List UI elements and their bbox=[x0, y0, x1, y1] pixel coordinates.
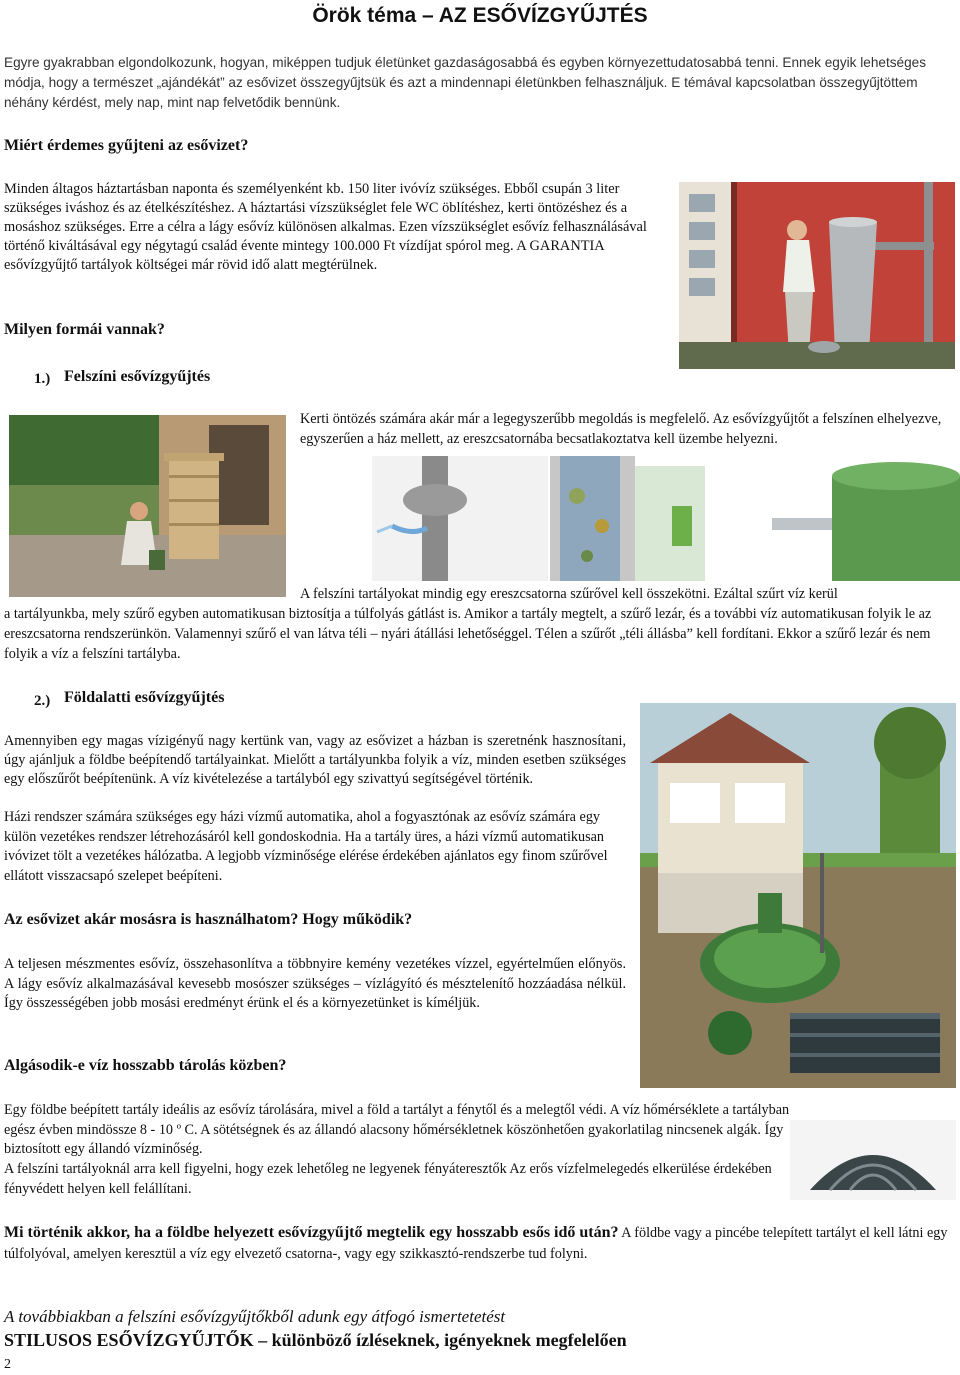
section-2-title: Földalatti esővízgyűjtés bbox=[64, 689, 225, 706]
section-1-title: Felszíni esővízgyűjtés bbox=[64, 368, 211, 385]
section-2-number: 2.) bbox=[34, 693, 51, 709]
overflow-paragraph bbox=[4, 1222, 954, 1265]
heading-washing: Az esővizet akár mosásra is használhatom? Hogy működik? bbox=[4, 911, 413, 928]
page-number: 2 bbox=[4, 1357, 11, 1372]
footer-bold-line: STILUSOS ESŐVÍZGYŰJTŐK – különböző ízléseknek, igényeknek megfelelően bbox=[4, 1330, 627, 1350]
heading-overflow: Mi történik akkor, ha a földbe helyezett esővízgyűjtő megtelik egy hosszabb esős idő után? bbox=[4, 1224, 619, 1241]
intro-paragraph: Egyre gyakrabban elgondolkozunk, hogyan, miképpen tudjuk életünket gazdaságosabbá és egyben környezettudatosabbá tenni. Ennek egyik lehetséges módja, hogy a természet „ajándékát” az esővizet összegyűjtsük és azt a mindennapi életünkben felhasználjuk. E témával kapcsolatban összegyűjtöttem néhány kérdést, mely nap, mint nap felvetődik bennünk. bbox=[4, 55, 926, 110]
underground-tank-illustration bbox=[640, 703, 956, 1088]
section-2-text-2: Házi rendszer számára szükséges egy házi vízmű automatika, ahol a fogyasztónak az esővíz számára egy külön vezetékes rendszer létrehozásáról kell gondoskodnia. Ha a tartály üres, a házi vízmű automatikusan ivóvizet tölt a vezetékes hálózatba. A legjobb vízminősége elérése érdekében ajánlatos egy finom szűrővel ellátott visszacsapó szelepet beépíteni. bbox=[4, 809, 608, 884]
section-1-text: Kerti öntözés számára akár már a legegyszerűbb megoldás is megfelelő. Az esővízgyűjtőt a felszínen elhelyezve, egyszerűen a ház mellett, az ereszcsatornába becsatlakoztatva kell üzembe helyezni. bbox=[300, 411, 942, 447]
wooden-rain-tank-photo bbox=[9, 415, 286, 597]
algae-text: Egy földbe beépített tartály ideális az esővíz tárolására, mivel a föld a tartályt a fénytől és a melegtől védi. A víz hőmérséklete a tartályban egész évben mindössze 8 - 10 º C. A sötétségnek és az állandó alacsony hőmérsékletnek köszönhetően gyakorlatilag nincsenek algák. Így biztosított egy állandó vízminőség. bbox=[4, 1102, 790, 1157]
gutter-filter-diagram bbox=[372, 456, 960, 581]
heading-forms: Milyen formái vannak? bbox=[4, 321, 165, 338]
section-1-number: 1.) bbox=[34, 371, 51, 387]
section-1-text-2b: a tartályunkba, mely szűrő egyben automatikusan biztosítja a túlfolyás gátlást is. Amikor a tartály megtelt, a szűrő lezár, és a további víz automatikusan folyik le az ereszcsatorna rendszerünkön. Valamennyi szűrő el van látva téli – nyári átállási lehetőséggel. Télen a szűrőt „téli állásba” kell fordítani. Ekkor a szűrő lezár és nem folyik a víz a felszíni tartályba. bbox=[4, 606, 932, 662]
tank-chamber-photo bbox=[790, 1120, 956, 1200]
algae-text-2: A felszíni tartályoknál arra kell figyelni, hogy ezek lehetőleg ne legyenek fényáteresztők Az erős vízfelmelegedés elkerülése érdekében fényvédett helyen kell felállítani. bbox=[4, 1161, 772, 1197]
section-2-text: Amennyiben egy magas vízigényű nagy kertünk van, vagy az esővizet a házban is szeretnénk hasznosítani, úgy ajánljuk a földbe beépítendő tartályainkat. Mielőtt a tartályunkba folyik a víz, minden esetben szükséges egy előszűrőt beépítenünk. A víz kivételezése a tartályból egy szivattyú segítségével történik. bbox=[4, 733, 626, 787]
tall-rain-tank-photo bbox=[679, 182, 955, 369]
why-collect-text: Minden áltagos háztartásban naponta és személyenként kb. 150 liter ivóvíz szükséges. Ebből csupán 3 liter szükséges iváshoz és az ételkészítéshez. A háztartási vízszükséglet fele WC öblítéshez, kerti öntözéshez és a mosáshoz szükséges. Erre a célra a lágy esővíz különösen alkalmas. Ezen vízszükséglet esővíz felhasználásával történő kiváltásával egy négytagú család évente mintegy 100.000 Ft vízdíjat spórol meg. A GARANTIA esővízgyűjtő tartályok költségei már rövid idő alatt megtérülnek. bbox=[4, 181, 647, 273]
heading-algae: Algásodik-e víz hosszabb tárolás közben? bbox=[4, 1057, 287, 1074]
heading-why-collect: Miért érdemes gyűjteni az esővizet? bbox=[4, 137, 249, 154]
section-1-text-2a: A felszíni tartályokat mindig egy ereszcsatorna szűrővel kell összekötni. Ezáltal szűrt víz kerül bbox=[300, 586, 838, 602]
washing-text: A teljesen mészmentes esővíz, összehasonlítva a többnyire kemény vezetékes vízzel, egyértelműen előnyös. A lágy esővíz alkalmazásával kevesebb mosószer szükséges – vízlágyító és mésztelenítő hozzáadása nélkül. Így összességében jobb mosási eredményt érünk el és a környezetünket is kíméljük. bbox=[4, 956, 626, 1011]
page-title: Örök téma – AZ ESŐVÍZGYŰJTÉS bbox=[312, 4, 648, 27]
overflow-text: A földbe vagy a pincébe telepített tartályt el kell látni egy túlfolyóval, amelyen keresztül a víz egy elvezető csatorna-, vagy egy szikkasztó-rendszerbe tud folyni. bbox=[4, 1225, 948, 1262]
footer-italic-line: A továbbiakban a felszíni esővízgyűjtőkből adunk egy átfogó ismertetetést bbox=[4, 1307, 506, 1326]
